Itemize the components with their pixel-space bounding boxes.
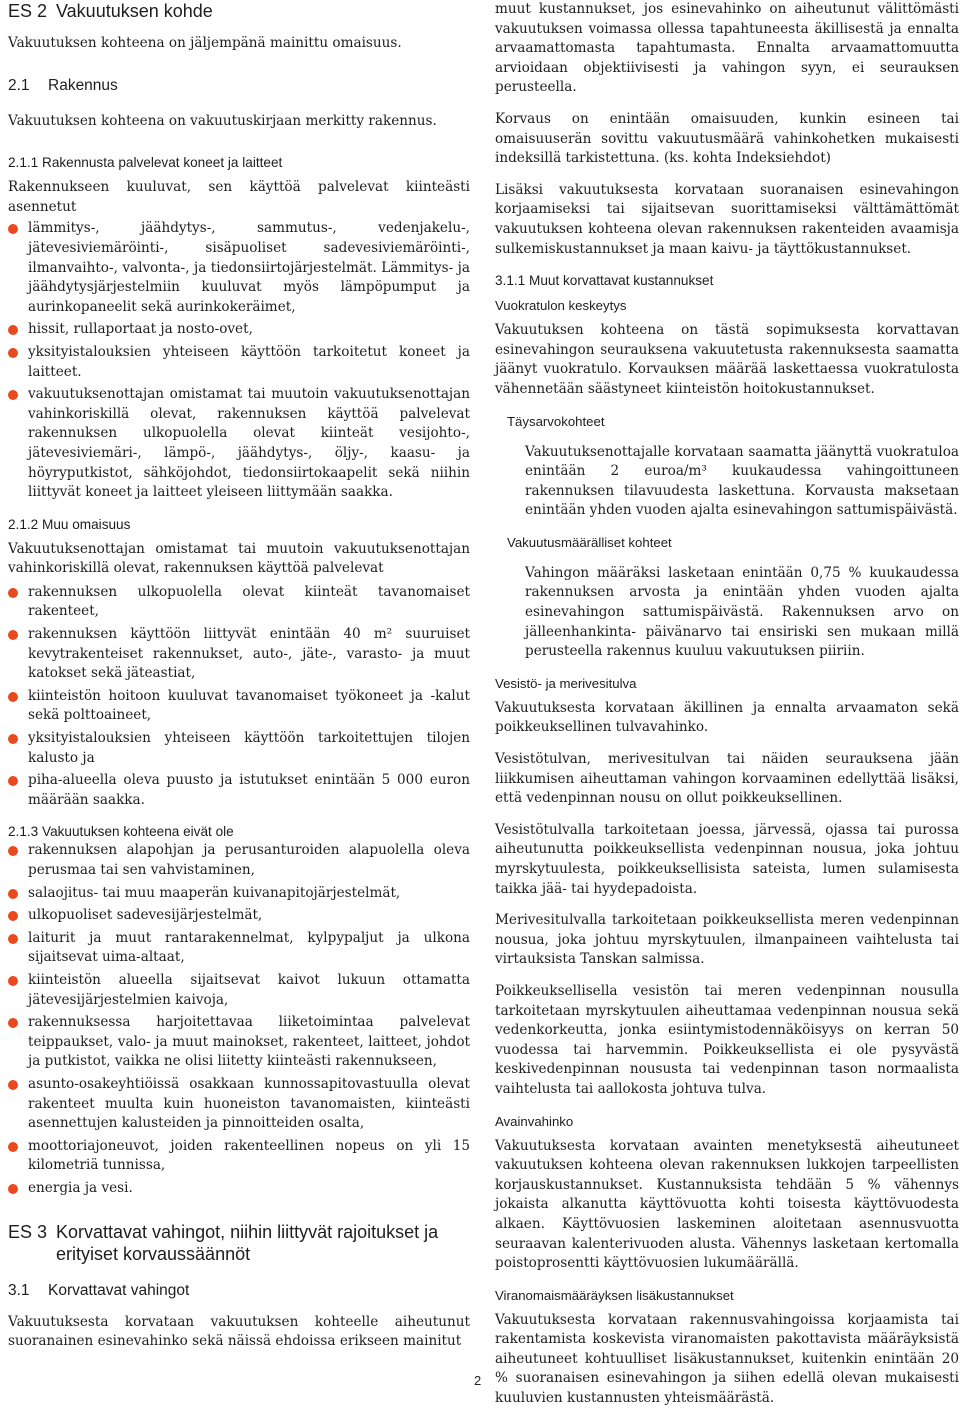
- section-es3-heading: [8, 1221, 470, 1265]
- paragraph: Rakennukseen kuuluvat, sen käyttöä palvelevat kiinteästi asennetut: [8, 179, 470, 215]
- bullet-icon: [8, 1080, 18, 1090]
- list-item-text: energia ja vesi.: [28, 1179, 133, 1196]
- bullet-icon: [8, 734, 18, 744]
- list-item: [8, 219, 470, 317]
- subsection-2-1-1-heading: 2.1.1 Rakennusta palvelevat koneet ja laitteet: [8, 155, 283, 171]
- list-item-text: lämmitys-, jäähdytys-, sammutus-, vedenjakelu-, jätevesiviemäröinti-, sisäpuoliset sadevesiviemäröinti-, ilmanvaihto-, valvonta-, ja tiedonsiirtojärjestelmät. Lämmitys- ja jäähdytysjärjestelmiin kuuluvat myös lämpöpumput ja aurinkopaneelit sekä aurinkokeräimet,: [28, 220, 470, 315]
- list-item: [8, 1013, 470, 1072]
- bullet-icon: [8, 692, 18, 702]
- list-item-text: hissit, rullaportaat ja nosto-ovet,: [28, 321, 253, 338]
- bullet-icon: [8, 976, 18, 986]
- list-item: [8, 729, 470, 768]
- list-item: [8, 687, 470, 726]
- bullet-list-2-1-2: [8, 583, 470, 811]
- section-title: Vakuutuksen kohde: [56, 1, 213, 21]
- section-es2-heading: [8, 0, 470, 22]
- run-heading-taysarvo: Täysarvokohteet: [507, 413, 605, 429]
- run-heading-vuokratulo: Vuokratulon keskeytys: [495, 298, 627, 314]
- run-heading-vesisto: Vesistö- ja merivesitulva: [495, 675, 637, 691]
- list-item-text: yksityistalouksien yhteiseen käyttöön tarkoitettujen tilojen kalusto ja: [28, 730, 470, 766]
- bullet-icon: [8, 1018, 18, 1028]
- subsection-2-1-3-heading: 2.1.3 Vakuutuksen kohteena eivät ole: [8, 824, 234, 840]
- list-item-text: yksityistalouksien yhteiseen käyttöön tarkoitetut koneet ja laitteet.: [28, 343, 470, 380]
- list-item-text: ulkopuoliset sadevesijärjestelmät,: [28, 907, 263, 924]
- bullet-icon: [8, 1142, 18, 1152]
- list-item-text: salaojitus- tai muu maaperän kuivanapitojärjestelmät,: [28, 884, 401, 901]
- list-item: [8, 906, 470, 926]
- list-item: [8, 841, 470, 880]
- paragraph: Vakuutuksen kohteena on tästä sopimuksesta korvattavan esinevahingon seurauksena vakuutetusta rakennuksesta saamatta jäänyt vuokratulo. Korvauksen määrää laskettaessa vuokratulosta vähennetään säästyneet kiinteistön hoitokustannukset.: [495, 322, 959, 397]
- paragraph: Vakuutuksesta korvataan vakuutuksen kohteelle aiheutunut suoranainen esinevahinko sekä näissä ehdoissa erikseen mainitut: [8, 1313, 470, 1350]
- page-number: 2: [474, 1373, 482, 1388]
- paragraph: Vesistötulvan, merivesitulvan tai näiden seurauksena jään liikkumisen aiheuttaman vahingon korvaaminen edellyttää lisäksi, että vedenpinnan nousu on ollut poikkeuksellinen.: [495, 751, 959, 807]
- list-item: [8, 884, 470, 904]
- paragraph: Vakuutuksesta korvataan äkillinen ja ennalta arvaamaton sekä poikkeuksellinen tulvavahinko.: [495, 699, 959, 736]
- list-item-text: rakennuksen käyttöön liittyvät enintään 40 m² suuruiset kevytrakenteiset rakennukset, auto-, jäte-, varasto- ja muut katokset sekä jäteastiat,: [28, 626, 470, 682]
- paragraph: muut kustannukset, jos esinevahinko on aiheutunut välittömästi vakuutuksen voimassa ollessa tapahtuneesta äkillisestä ja ennalta arvaamattomasta tapahtumasta. Ennalta arvaamattomuutta arvioidaan objektiivisesti ja vahingon syyn, ei seurauksen perusteella.: [495, 1, 959, 96]
- run-heading-avainvahinko: Avainvahinko: [495, 1113, 574, 1129]
- list-item: [8, 771, 470, 810]
- list-item: [8, 929, 470, 968]
- list-item-text: laiturit ja muut rantarakennelmat, kylpypaljut ja ulkona sijaitsevat uima-altaat,: [28, 929, 470, 966]
- list-item-text: rakennuksen ulkopuolella olevat kiinteät tavanomaiset rakenteet,: [28, 583, 470, 620]
- bullet-icon: [8, 348, 18, 358]
- section-number: 2.1: [8, 76, 30, 94]
- list-item-text: kiinteistön alueella sijaitsevat kaivot lukuun ottamatta jätevesijärjestelmien kaivoja,: [28, 971, 470, 1008]
- paragraph: Vakuutuksesta korvataan rakennusvahingoissa korjaamista tai rakentamista koskevista viranomaisten pakottavista määräyksistä aiheutuneet kohtuulliset lisäkustannukset, kuitenkin enintään 20 % suoranaisen esinevahingon ja siihen edellä olevan mukaisesti kuuluvien kustannusten yhteismäärästä.: [495, 1311, 959, 1407]
- section-number: ES 2: [8, 1, 48, 21]
- section-number: 3.1: [8, 1281, 30, 1299]
- list-item-text: rakennuksen alapohjan ja perusanturoiden alapuolella oleva perusmaa tai sen vahvistaminen,: [28, 842, 470, 878]
- list-item-text: moottoriajoneuvot, joiden rakenteellinen nopeus on yli 15 kilometriä tunnissa,: [28, 1137, 470, 1174]
- list-item: [8, 343, 470, 382]
- list-item-text: rakennuksessa harjoitettavaa liiketoimintaa palvelevat teippaukset, valo- ja muut mainokset, rakenteet, laitteet, johdot ja putkistot, vaikka ne olisi liitetty kiinteästi rakennukseen,: [28, 1014, 470, 1070]
- paragraph: Vahingon määräksi lasketaan enintään 0,75 % kuukaudessa rakennuksen arvosta ja enintään yhden vuoden ajalta esinevahingon sattumispäivästä. Rakennuksen arvo on jälleenhankinta- päivänarvo tai ensiriski sen mukaan millä perusteella rakennus kuuluu vakuutuksen piiriin.: [525, 564, 959, 660]
- section-title: Rakennus: [48, 76, 118, 94]
- paragraph: Merivesitulvalla tarkoitetaan poikkeuksellista meren vedenpinnan nousua, joka johtuu myrskytuulen, ilmanpaineen vaihtelusta tai virtauksista Tanskan salmissa.: [495, 912, 959, 968]
- paragraph: Vakuutuksen kohteena on jäljempänä mainittu omaisuus.: [8, 35, 402, 51]
- paragraph: Vakuutuksen kohteena on vakuutuskirjaan merkitty rakennus.: [8, 112, 437, 129]
- bullet-icon: [8, 588, 18, 598]
- bullet-list-2-1-1: [8, 219, 470, 502]
- section-title: Korvattavat vahingot, niihin liittyvät rajoitukset ja erityiset korvaussäännöt: [56, 1221, 439, 1264]
- bullet-icon: [8, 390, 18, 400]
- list-item: [8, 583, 470, 622]
- list-item: [8, 971, 470, 1010]
- list-item-text: asunto-osakeyhtiöissä osakkaan kunnossapitovastuulla olevat rakenteet muulta kuin huoneiston tavanomaisten, kiinteästi asennettujen kalusteiden ja pinnoitteiden osalta,: [28, 1075, 470, 1132]
- section-title: Korvattavat vahingot: [48, 1281, 190, 1299]
- paragraph: Korvaus on enintään omaisuuden, kunkin esineen tai omaisuuserän sovittu vakuutusmäärä vahinkohetken mukaisesti indeksillä tarkistettuna. (ks. kohta Indeksiehdot): [495, 110, 959, 167]
- bullet-list-2-1-3: [8, 841, 470, 1198]
- paragraph: Vakuutuksesta korvataan avainten menetyksestä aiheutuneet vakuutuksen kohteena olevan rakennuksen lukkojen tarpeellisten korjauskustannukset. Kustannuksista tehdään 5 % vähennys jokaista alkanutta käyttövuotta kohti toisesta käyttövuodesta alkaen. Käyttövuosien laskeminen aloitetaan asennusvuotta seuraavan kalenterivuoden alusta. Vähennys lasketaan kertomalla poistoprosentti käyttövuosien lukumäärällä.: [495, 1137, 959, 1272]
- list-item-text: piha-alueella oleva puusto ja istutukset enintään 5 000 euron määrään saakka.: [28, 772, 470, 808]
- paragraph: Lisäksi vakuutuksesta korvataan suoranaisen esinevahingon korjaamiseksi tai sijaitsevan suorittamiseksi välttämättömät vakuutuksen kohteena olevan rakennuksen rakenteiden avaamisja sulkemiskustannukset ja maan kaivu- ja täyttökustannukset.: [495, 181, 959, 257]
- bullet-icon: [8, 934, 18, 944]
- left-column: [8, 0, 470, 1352]
- run-heading-vakuutusmaaralliset: Vakuutusmäärälliset kohteet: [507, 534, 672, 550]
- section-3-1-heading: [8, 1281, 470, 1301]
- paragraph: Vesistötulvalla tarkoitetaan joessa, järvessä, ojassa tai purossa aiheutunutta poikkeuksellista vedenpinnan nousua, joka johtuu myrskytuulesta, poikkeuksellisista sateista, lumen sulamisesta taikka jää- tai hyydepadoista.: [495, 821, 959, 897]
- bullet-icon: [8, 325, 18, 335]
- paragraph: Vakuutuksenottajan omistamat tai muutoin vakuutuksenottajan vahinkoriskillä olevat, rakennuksen käyttöä palvelevat: [8, 540, 470, 577]
- list-item: [8, 1075, 470, 1134]
- bullet-icon: [8, 889, 18, 899]
- bullet-icon: [8, 846, 18, 856]
- list-item: [8, 385, 470, 503]
- section-number: ES 3: [8, 1221, 48, 1242]
- bullet-icon: [8, 630, 18, 640]
- list-item: [8, 625, 470, 684]
- paragraph: Vakuutuksenottajalle korvataan saamatta jäänyttä vuokratuloa enintään 2 euroa/m³ kuukaudessa vahingoittuneen rakennuksen tilavuudesta laskettuna. Korvausta maksetaan enintään yhden vuoden ajalta esinevahingon sattumispäivästä.: [525, 443, 959, 519]
- bullet-icon: [8, 911, 18, 921]
- bullet-icon: [8, 776, 18, 786]
- list-item: [8, 1179, 470, 1199]
- right-column: [495, 0, 959, 1409]
- run-heading-viranomaismaarays: Viranomaismääräyksen lisäkustannukset: [495, 1287, 734, 1303]
- subsection-2-1-2-heading: 2.1.2 Muu omaisuus: [8, 516, 131, 532]
- section-2-1-heading: [8, 76, 470, 96]
- list-item: [8, 320, 470, 340]
- bullet-icon: [8, 224, 18, 234]
- list-item: [8, 1137, 470, 1176]
- subsection-3-1-1-heading: 3.1.1 Muut korvattavat kustannukset: [495, 273, 714, 289]
- paragraph: Poikkeuksellisella vesistön tai meren vedenpinnan nousulla tarkoitetaan myrskytuulen aiheuttamaa vedenpinnan nousua sekä vedenkorkeutta, jonka esiintymistodennäköisyys on kerran 50 vuodessa tai harvemmin. Poikkeuksellista ei ole pysyvästä keskivedenpinnan noususta tai vedenpinnan tason normaalista vaihtelusta tai aallokosta johtuva tulva.: [495, 982, 959, 1097]
- list-item-text: vakuutuksenottajan omistamat tai muutoin vakuutuksenottajan vahinkoriskillä olevat, rakennuksen käyttöä palvelevat rakennuksen ulkopuolella olevat kiinteät vesijohto-, jätevesiviemäri-, lämpö-, jäähdytys-, öljy-, kaasu- ja höyryputkistot, sähköjohdot, tiedonsiirtokaapelit sekä niihin liittyvät koneet ja laitteet yleiseen liittymään saakka.: [28, 386, 470, 501]
- list-item-text: kiinteistön hoitoon kuuluvat tavanomaiset työkoneet ja -kalut sekä polttoaineet,: [28, 687, 470, 724]
- bullet-icon: [8, 1184, 18, 1194]
